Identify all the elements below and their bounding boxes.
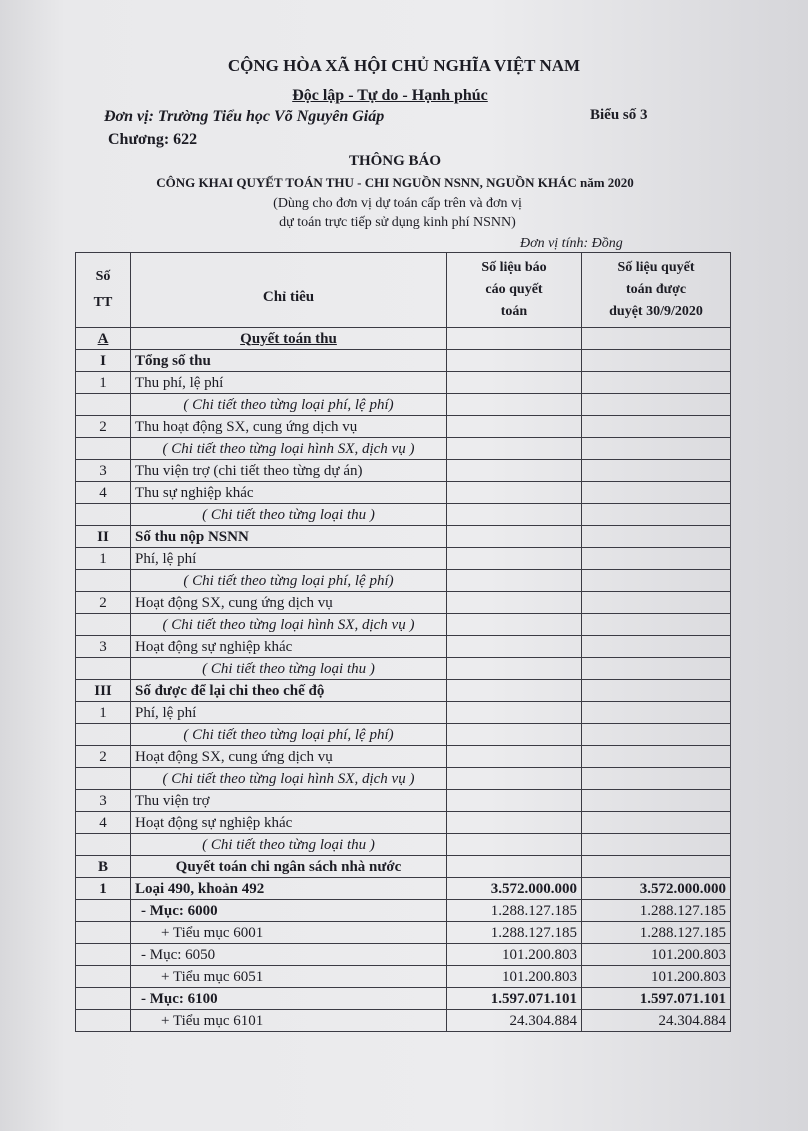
table-row xyxy=(76,702,731,724)
table-row xyxy=(76,790,731,812)
row-value-reported: 101.200.803 xyxy=(447,966,582,988)
row-label: Quyết toán thu xyxy=(131,328,447,350)
note-line-2: dự toán trực tiếp sử dụng kinh phí NSNN) xyxy=(279,215,516,230)
row-label: Số thu nộp NSNN xyxy=(131,526,447,548)
header-duoc-duyet-line1: Số liệu quyết xyxy=(617,260,695,275)
row-stt: 1 xyxy=(76,702,131,724)
row-stt xyxy=(76,1010,131,1032)
row-value-reported xyxy=(447,702,582,724)
row-stt: 1 xyxy=(76,878,131,900)
table-row xyxy=(76,394,731,416)
table-row xyxy=(76,636,731,658)
row-value-reported xyxy=(447,350,582,372)
header-stt-line1: Số xyxy=(95,269,111,284)
row-stt: B xyxy=(76,856,131,878)
table-row xyxy=(76,548,731,570)
row-label: ( Chi tiết theo từng loại phí, lệ phí) xyxy=(131,394,447,416)
row-stt xyxy=(76,834,131,856)
table-row xyxy=(76,658,731,680)
header-duoc-duyet xyxy=(582,253,731,328)
table-row xyxy=(76,416,731,438)
table-row xyxy=(76,438,731,460)
row-label: Thu hoạt động SX, cung ứng dịch vụ xyxy=(131,416,447,438)
row-value-reported xyxy=(447,746,582,768)
row-value-reported xyxy=(447,614,582,636)
row-stt: 2 xyxy=(76,592,131,614)
row-label: + Tiểu mục 6101 xyxy=(131,1010,447,1032)
row-value-approved xyxy=(582,570,731,592)
settlement-table xyxy=(75,252,731,1032)
row-label: Thu viện trợ xyxy=(131,790,447,812)
row-value-approved: 1.597.071.101 xyxy=(582,988,731,1010)
header-duoc-duyet-line3: duyệt 30/9/2020 xyxy=(609,304,703,319)
notice-subtitle: CÔNG KHAI QUYẾT TOÁN THU - CHI NGUỒN NSNN, NGUỒN KHÁC năm 2020 xyxy=(156,175,634,190)
row-value-approved xyxy=(582,702,731,724)
row-value-reported: 101.200.803 xyxy=(447,944,582,966)
row-label: ( Chi tiết theo từng loại hình SX, dịch vụ ) xyxy=(131,768,447,790)
row-value-reported xyxy=(447,856,582,878)
row-stt xyxy=(76,922,131,944)
row-stt: I xyxy=(76,350,131,372)
table-row xyxy=(76,724,731,746)
row-stt: 1 xyxy=(76,548,131,570)
row-stt xyxy=(76,900,131,922)
unit-name: Đơn vị: Trường Tiểu học Võ Nguyên Giáp xyxy=(104,108,385,125)
row-stt xyxy=(76,504,131,526)
row-stt xyxy=(76,438,131,460)
row-stt xyxy=(76,944,131,966)
currency-unit: Đơn vị tính: Đồng xyxy=(520,236,623,251)
table-row xyxy=(76,328,731,350)
row-label: Hoạt động sự nghiệp khác xyxy=(131,812,447,834)
row-value-approved xyxy=(582,416,731,438)
row-label: Thu phí, lệ phí xyxy=(131,372,447,394)
row-label: + Tiểu mục 6001 xyxy=(131,922,447,944)
table-row xyxy=(76,526,731,548)
row-value-approved: 1.288.127.185 xyxy=(582,900,731,922)
row-stt xyxy=(76,988,131,1010)
row-value-reported: 1.288.127.185 xyxy=(447,900,582,922)
row-stt: 3 xyxy=(76,460,131,482)
table-row xyxy=(76,878,731,900)
row-value-approved xyxy=(582,746,731,768)
row-value-approved xyxy=(582,812,731,834)
row-value-reported xyxy=(447,548,582,570)
row-value-reported: 1.597.071.101 xyxy=(447,988,582,1010)
row-stt xyxy=(76,724,131,746)
row-value-reported xyxy=(447,680,582,702)
row-label: Hoạt động SX, cung ứng dịch vụ xyxy=(131,592,447,614)
row-value-approved: 101.200.803 xyxy=(582,966,731,988)
row-value-approved: 1.288.127.185 xyxy=(582,922,731,944)
table-row xyxy=(76,768,731,790)
row-label: + Tiểu mục 6051 xyxy=(131,966,447,988)
table-row xyxy=(76,460,731,482)
table-row xyxy=(76,482,731,504)
table-row xyxy=(76,922,731,944)
row-stt xyxy=(76,614,131,636)
header-stt-line2: TT xyxy=(93,295,113,310)
row-value-approved xyxy=(582,372,731,394)
row-value-reported xyxy=(447,504,582,526)
table-row xyxy=(76,900,731,922)
row-stt: III xyxy=(76,680,131,702)
header-bao-cao-line3: toán xyxy=(500,304,528,319)
row-label: ( Chi tiết theo từng loại phí, lệ phí) xyxy=(131,570,447,592)
table-row xyxy=(76,856,731,878)
row-value-reported: 3.572.000.000 xyxy=(447,878,582,900)
row-label: ( Chi tiết theo từng loại thu ) xyxy=(131,504,447,526)
row-value-reported xyxy=(447,526,582,548)
row-value-reported xyxy=(447,438,582,460)
row-value-reported xyxy=(447,482,582,504)
row-stt: 4 xyxy=(76,482,131,504)
header-bao-cao-line1: Số liệu báo xyxy=(481,260,547,275)
row-label: Hoạt động SX, cung ứng dịch vụ xyxy=(131,746,447,768)
row-value-approved xyxy=(582,482,731,504)
table-row xyxy=(76,834,731,856)
table-row xyxy=(76,966,731,988)
row-value-reported xyxy=(447,834,582,856)
row-value-approved xyxy=(582,768,731,790)
row-value-approved xyxy=(582,394,731,416)
table-row xyxy=(76,944,731,966)
row-value-reported: 24.304.884 xyxy=(447,1010,582,1032)
header-duoc-duyet-line2: toán được xyxy=(625,282,687,297)
row-value-reported xyxy=(447,328,582,350)
row-value-reported xyxy=(447,394,582,416)
row-value-reported xyxy=(447,812,582,834)
row-label: Loại 490, khoản 492 xyxy=(131,878,447,900)
row-value-reported: 1.288.127.185 xyxy=(447,922,582,944)
header-bao-cao-line2: cáo quyết xyxy=(485,282,543,297)
row-stt: A xyxy=(76,328,131,350)
row-label: ( Chi tiết theo từng loại hình SX, dịch vụ ) xyxy=(131,614,447,636)
row-stt: 3 xyxy=(76,636,131,658)
row-value-approved xyxy=(582,636,731,658)
row-value-approved xyxy=(582,724,731,746)
table-row xyxy=(76,504,731,526)
row-label: ( Chi tiết theo từng loại phí, lệ phí) xyxy=(131,724,447,746)
row-value-approved xyxy=(582,856,731,878)
row-value-approved: 101.200.803 xyxy=(582,944,731,966)
row-stt xyxy=(76,966,131,988)
row-value-approved xyxy=(582,350,731,372)
row-value-approved xyxy=(582,328,731,350)
row-value-approved xyxy=(582,680,731,702)
row-value-approved xyxy=(582,790,731,812)
row-value-approved xyxy=(582,548,731,570)
header-stt xyxy=(76,253,131,328)
row-value-approved xyxy=(582,834,731,856)
header-chi-tieu: Chỉ tiêu xyxy=(131,253,447,328)
row-stt: 1 xyxy=(76,372,131,394)
row-label: Số được để lại chi theo chế độ xyxy=(131,680,447,702)
table-row xyxy=(76,614,731,636)
row-value-reported xyxy=(447,790,582,812)
row-label: - Mục: 6000 xyxy=(131,900,447,922)
table-row xyxy=(76,592,731,614)
chapter: Chương: 622 xyxy=(108,131,198,148)
row-value-reported xyxy=(447,416,582,438)
row-label: ( Chi tiết theo từng loại thu ) xyxy=(131,658,447,680)
row-value-approved xyxy=(582,592,731,614)
row-value-approved xyxy=(582,526,731,548)
row-value-reported xyxy=(447,636,582,658)
row-label: Thu viện trợ (chi tiết theo từng dự án) xyxy=(131,460,447,482)
table-row xyxy=(76,680,731,702)
row-label: Hoạt động sự nghiệp khác xyxy=(131,636,447,658)
row-stt: 2 xyxy=(76,416,131,438)
table-row xyxy=(76,812,731,834)
row-stt xyxy=(76,658,131,680)
row-value-reported xyxy=(447,592,582,614)
table-row xyxy=(76,350,731,372)
row-label: Phí, lệ phí xyxy=(131,702,447,724)
row-value-approved xyxy=(582,658,731,680)
row-value-reported xyxy=(447,570,582,592)
table-row xyxy=(76,988,731,1010)
row-stt xyxy=(76,570,131,592)
row-value-approved xyxy=(582,438,731,460)
form-number: Biểu số 3 xyxy=(590,107,648,123)
note-line-1: (Dùng cho đơn vị dự toán cấp trên và đơn vị xyxy=(273,196,522,211)
notice-title: THÔNG BÁO xyxy=(348,153,442,169)
row-value-approved xyxy=(582,460,731,482)
row-label: - Mục: 6050 xyxy=(131,944,447,966)
row-stt xyxy=(76,394,131,416)
row-stt: II xyxy=(76,526,131,548)
row-value-reported xyxy=(447,768,582,790)
row-value-reported xyxy=(447,724,582,746)
header-bao-cao xyxy=(447,253,582,328)
row-label: Thu sự nghiệp khác xyxy=(131,482,447,504)
row-value-approved: 3.572.000.000 xyxy=(582,878,731,900)
row-value-approved xyxy=(582,614,731,636)
table-row xyxy=(76,746,731,768)
row-stt: 2 xyxy=(76,746,131,768)
row-label: - Mục: 6100 xyxy=(131,988,447,1010)
table-row xyxy=(76,372,731,394)
row-value-reported xyxy=(447,372,582,394)
row-value-reported xyxy=(447,460,582,482)
country-heading: CỘNG HÒA XÃ HỘI CHỦ NGHĨA VIỆT NAM xyxy=(227,56,581,75)
table-header-row xyxy=(76,253,731,328)
row-label: Phí, lệ phí xyxy=(131,548,447,570)
row-value-approved: 24.304.884 xyxy=(582,1010,731,1032)
row-label: ( Chi tiết theo từng loại hình SX, dịch vụ ) xyxy=(131,438,447,460)
row-label: ( Chi tiết theo từng loại thu ) xyxy=(131,834,447,856)
row-label: Tổng số thu xyxy=(131,350,447,372)
row-stt: 3 xyxy=(76,790,131,812)
motto: Độc lập - Tự do - Hạnh phúc xyxy=(292,87,488,104)
row-value-reported xyxy=(447,658,582,680)
row-value-approved xyxy=(582,504,731,526)
table-row xyxy=(76,570,731,592)
row-stt xyxy=(76,768,131,790)
row-stt: 4 xyxy=(76,812,131,834)
table-row xyxy=(76,1010,731,1032)
row-label: Quyết toán chi ngân sách nhà nước xyxy=(131,856,447,878)
